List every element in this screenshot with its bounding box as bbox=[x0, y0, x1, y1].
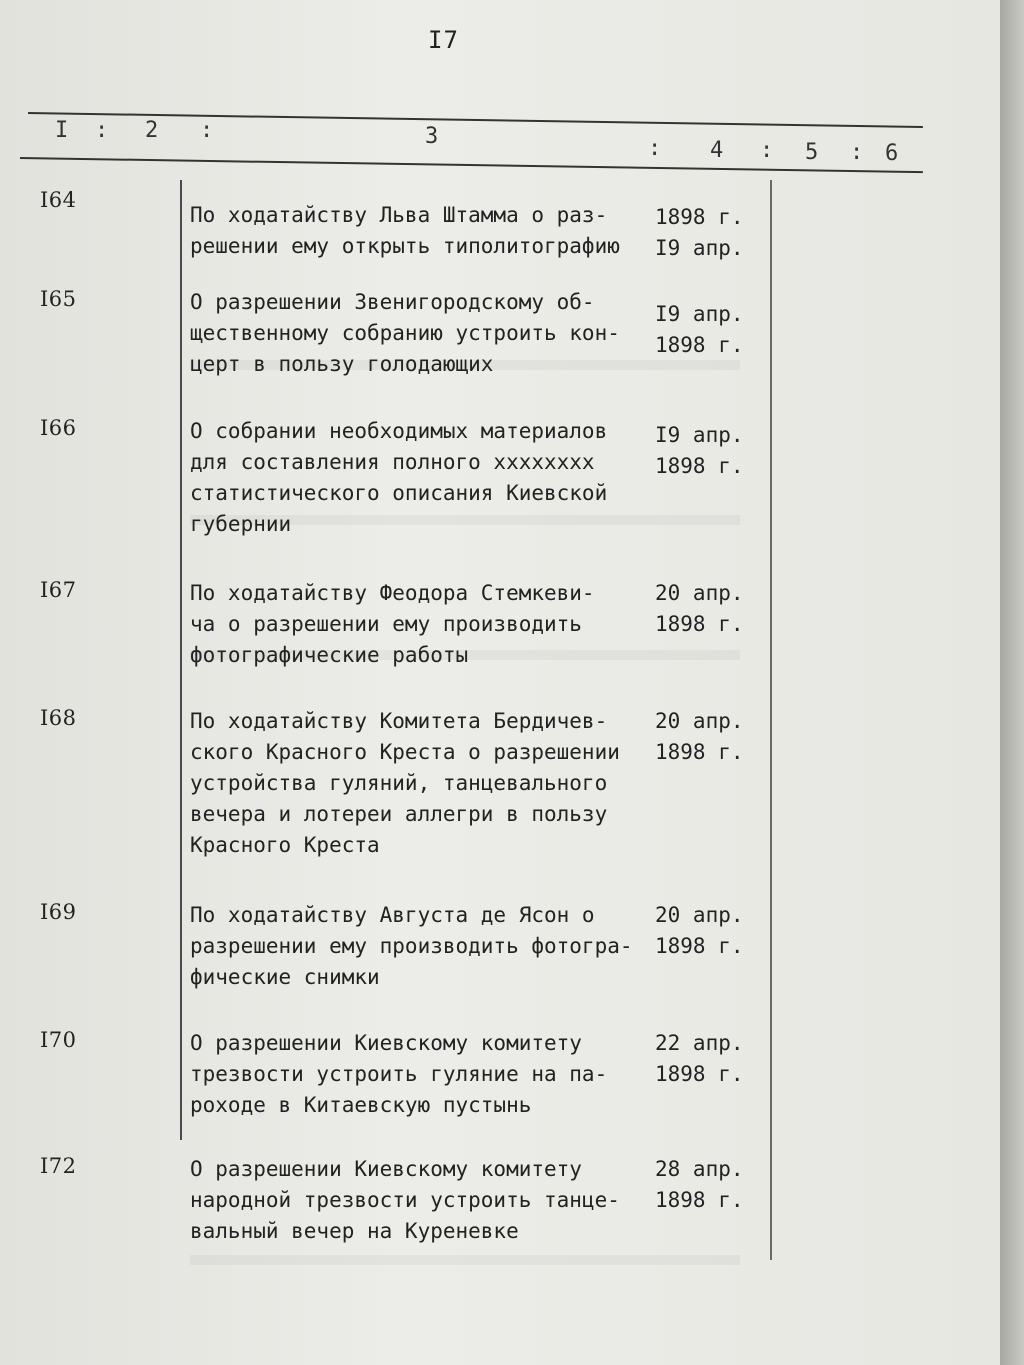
header-col-2: 2 bbox=[145, 118, 159, 143]
item-description: По ходатайству Августа де Ясон о разрешении ему производить фотогра- фические снимки bbox=[190, 903, 633, 989]
item-description: По ходатайству Комитета Бердичев- ского Красного Креста о разрешении устройства гуляний, танцевального вечера и лотереи аллегри в пользу Красного Креста bbox=[190, 709, 620, 857]
page-edge-shadow bbox=[1000, 0, 1024, 1365]
item-date: I9 апр. 1898 г. bbox=[655, 423, 744, 478]
item-description: По ходатайству Феодора Стемкеви- ча о разрешении ему производить фотографические работы bbox=[190, 581, 595, 667]
header-bottom-rule bbox=[20, 157, 923, 173]
header-top-rule bbox=[28, 112, 923, 128]
item-number: I66 bbox=[40, 416, 77, 440]
item-date: 20 апр. 1898 г. bbox=[655, 581, 744, 636]
header-sep: : bbox=[760, 138, 774, 163]
header-sep: : bbox=[648, 136, 662, 161]
item-number: I68 bbox=[40, 706, 77, 730]
header-col-1: I bbox=[55, 118, 69, 143]
item-date: I9 апр. 1898 г. bbox=[655, 302, 744, 357]
column-divider bbox=[180, 180, 182, 1140]
item-number: I65 bbox=[40, 287, 77, 311]
item-description: О разрешении Киевскому комитету народной трезвости устроить танце- вальный вечер на Куреневке bbox=[190, 1157, 620, 1243]
item-description: О разрешении Звенигородскому об- щественному собранию устроить кон- церт в пользу голодающих bbox=[190, 290, 620, 376]
header-col-3: 3 bbox=[425, 124, 439, 149]
item-date: 1898 г. I9 апр. bbox=[655, 205, 744, 260]
item-number: I70 bbox=[40, 1028, 77, 1052]
item-date: 20 апр. 1898 г. bbox=[655, 709, 744, 764]
item-date: 28 апр. 1898 г. bbox=[655, 1157, 744, 1212]
column-divider bbox=[770, 180, 772, 1260]
header-sep: : bbox=[95, 118, 109, 143]
item-description: По ходатайству Льва Штамма о раз- решении ему открыть типолитографию bbox=[190, 203, 620, 258]
item-number: I72 bbox=[40, 1154, 77, 1178]
item-date: 20 апр. 1898 г. bbox=[655, 903, 744, 958]
item-number: I69 bbox=[40, 900, 77, 924]
item-date: 22 апр. 1898 г. bbox=[655, 1031, 744, 1086]
item-number: I64 bbox=[40, 188, 77, 212]
item-number: I67 bbox=[40, 578, 77, 602]
header-col-5: 5 bbox=[805, 140, 819, 165]
header-col-4: 4 bbox=[710, 138, 724, 163]
header-sep: : bbox=[850, 140, 864, 165]
item-description: О разрешении Киевскому комитету трезвости устроить гуляние на па- роходе в Китаевскую пустынь bbox=[190, 1031, 608, 1117]
page-number: I7 bbox=[428, 26, 459, 54]
header-col-6: 6 bbox=[885, 141, 899, 166]
bleed-through bbox=[190, 1255, 740, 1265]
header-sep: : bbox=[200, 118, 214, 143]
item-description: О собрании необходимых материалов для составления полного xxxxxxxx статистического описания Киевской губернии bbox=[190, 419, 608, 536]
